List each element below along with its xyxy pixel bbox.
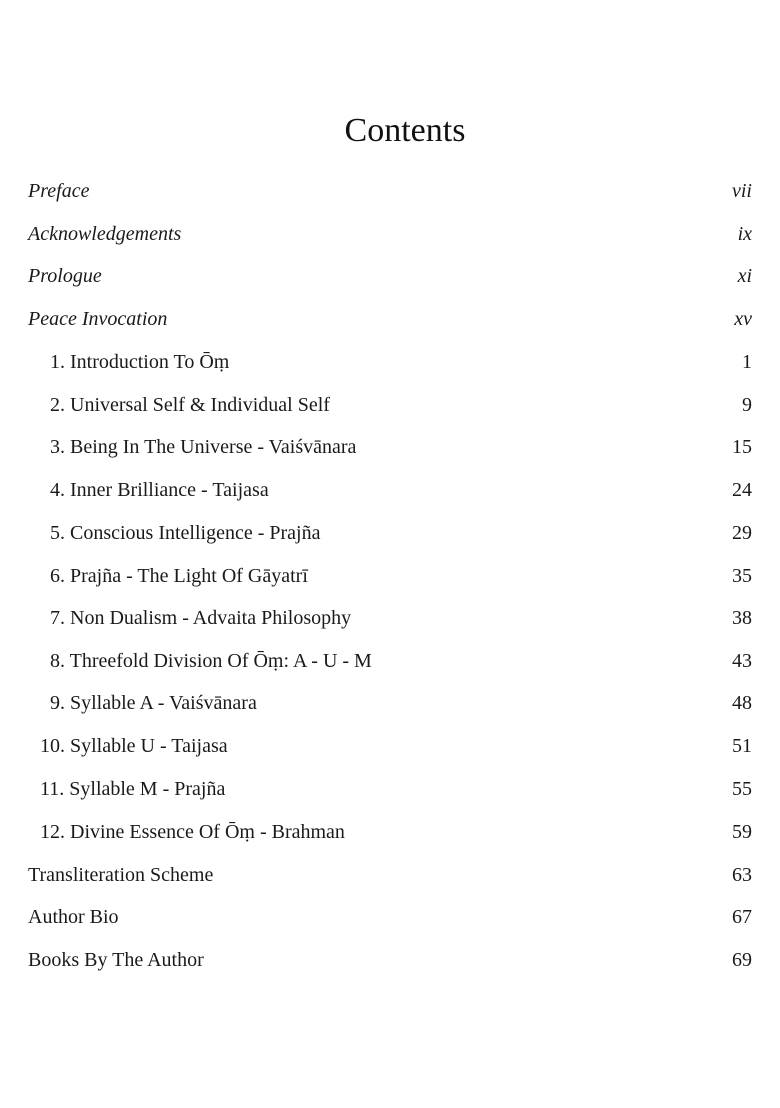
toc-entry-page: 9: [742, 394, 752, 416]
toc-entry-acknowledgements[interactable]: [0, 219, 780, 249]
toc-entry-page: xi: [737, 265, 752, 287]
toc-entry-prologue[interactable]: [0, 261, 780, 291]
toc-entry-page: 38: [732, 607, 752, 629]
toc-entry-chapter-9[interactable]: [0, 688, 780, 718]
toc-entry-page: 29: [732, 522, 752, 544]
toc-entry-label: 7. Non Dualism - Advaita Philosophy: [50, 607, 352, 629]
page-title: Contents: [344, 112, 466, 149]
toc-entry-label: 10. Syllable U - Taijasa: [40, 735, 228, 757]
toc-entry-chapter-11[interactable]: [0, 774, 780, 804]
toc-entry-label: 1. Introduction To Ōṃ: [50, 351, 230, 373]
toc-entry-label: 8. Threefold Division Of Ōṃ: A - U - M: [50, 650, 372, 672]
toc-entry-chapter-4[interactable]: [0, 475, 780, 505]
toc-entry-chapter-3[interactable]: [0, 432, 780, 462]
toc-entry-page: 69: [732, 949, 752, 971]
toc-entry-page: xv: [734, 308, 752, 330]
toc-entry-chapter-8[interactable]: [0, 646, 780, 676]
toc-entry-chapter-7[interactable]: [0, 603, 780, 633]
toc-entry-page: 35: [732, 565, 752, 587]
toc-entry-transliteration-scheme[interactable]: [0, 860, 780, 890]
toc-entry-label: 3. Being In The Universe - Vaiśvānara: [50, 436, 357, 458]
toc-entry-chapter-2[interactable]: [0, 390, 780, 420]
toc-entry-label: Peace Invocation: [28, 308, 168, 330]
toc-entry-page: vii: [732, 180, 752, 202]
toc-entry-author-bio[interactable]: [0, 902, 780, 932]
toc-entry-chapter-10[interactable]: [0, 731, 780, 761]
toc-entry-chapter-12[interactable]: [0, 817, 780, 847]
toc-entry-label: 5. Conscious Intelligence - Prajña: [50, 522, 321, 544]
toc-entry-label: Books By The Author: [28, 949, 204, 971]
toc-entry-peace-invocation[interactable]: [0, 304, 780, 334]
toc-entry-preface[interactable]: [0, 176, 780, 206]
toc-entry-books-by-the-author[interactable]: [0, 945, 780, 975]
toc-entry-page: 1: [742, 351, 752, 373]
toc-entry-page: 63: [732, 864, 752, 886]
toc-entry-page: 55: [732, 778, 752, 800]
toc-entry-page: 24: [732, 479, 752, 501]
toc-entry-label: 6. Prajña - The Light Of Gāyatrī: [50, 565, 308, 587]
toc-entry-page: 51: [732, 735, 752, 757]
toc-entry-label: 11. Syllable M - Prajña: [40, 778, 226, 800]
toc-entry-label: 2. Universal Self & Individual Self: [50, 394, 330, 416]
toc-entry-label: Transliteration Scheme: [28, 864, 214, 886]
toc-entry-page: 48: [732, 692, 752, 714]
toc-entry-page: 67: [732, 906, 752, 928]
toc-entry-page: ix: [737, 223, 752, 245]
toc-entry-label: Prologue: [28, 265, 102, 287]
toc-entry-chapter-1[interactable]: [0, 347, 780, 377]
toc-entry-chapter-5[interactable]: [0, 518, 780, 548]
toc-entry-page: 43: [732, 650, 752, 672]
toc-entry-chapter-6[interactable]: [0, 561, 780, 591]
toc-entry-label: Preface: [28, 180, 90, 202]
toc-entry-label: 4. Inner Brilliance - Taijasa: [50, 479, 269, 501]
toc-entry-label: 12. Divine Essence Of Ōṃ - Brahman: [40, 821, 345, 843]
toc-entry-page: 59: [732, 821, 752, 843]
toc-entry-label: Author Bio: [28, 906, 119, 928]
toc-entry-page: 15: [732, 436, 752, 458]
toc-entry-label: 9. Syllable A - Vaiśvānara: [50, 692, 257, 714]
toc-entry-label: Acknowledgements: [28, 223, 182, 245]
